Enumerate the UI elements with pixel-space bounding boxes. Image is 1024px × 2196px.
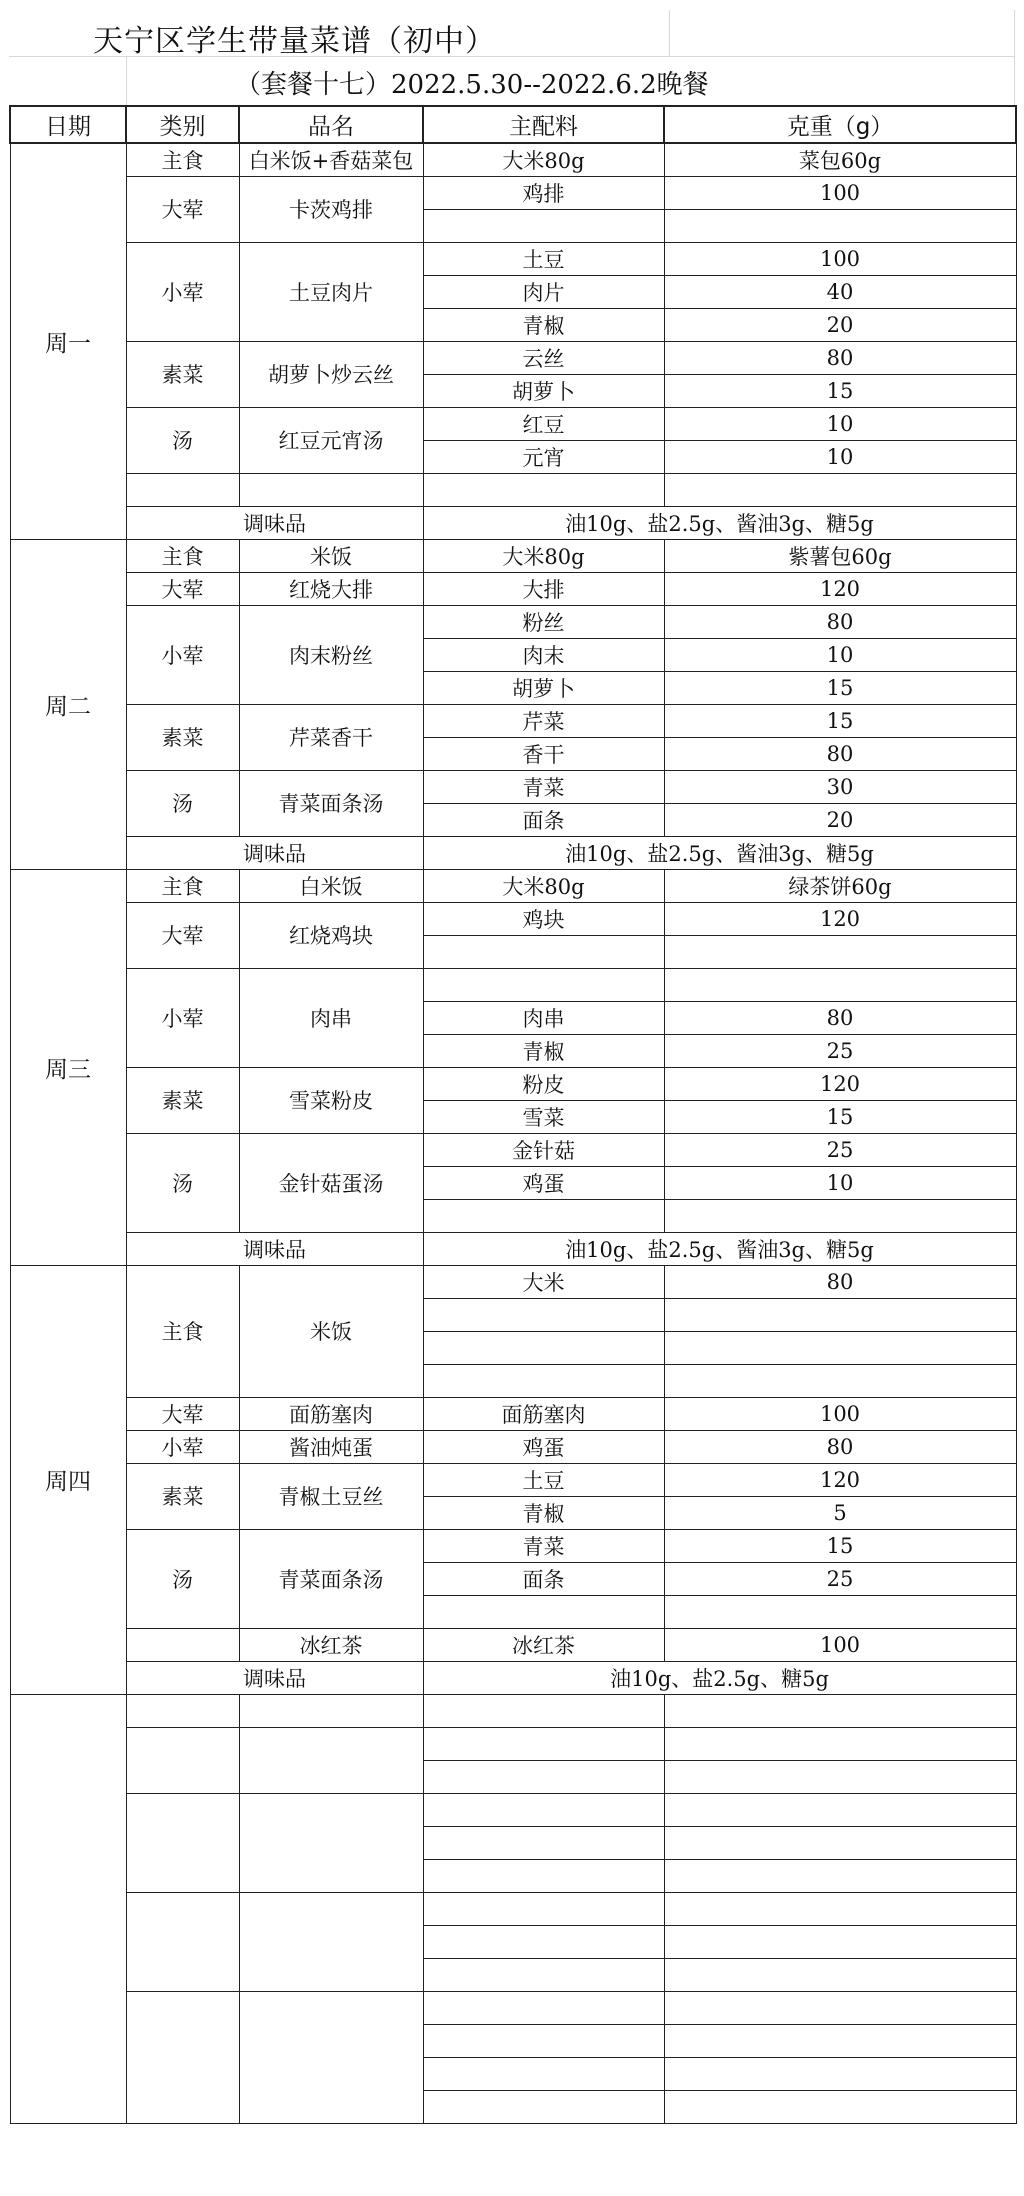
- dish-cell: 金针菇蛋汤: [239, 1133, 423, 1232]
- category-cell: 汤: [126, 770, 239, 836]
- category-cell: 小荤: [126, 605, 239, 704]
- weight-cell: 100: [664, 242, 1016, 275]
- seasoning-value: 油10g、盐2.5g、酱油3g、糖5g: [423, 506, 1016, 539]
- table-row: [10, 968, 1016, 1001]
- ingredient-cell: 大米80g: [423, 539, 664, 572]
- dish-cell: 土豆肉片: [239, 242, 423, 341]
- seasoning-label: 调味品: [126, 1232, 423, 1265]
- dish-cell: 米饭: [239, 1265, 423, 1397]
- dish-cell: 酱油炖蛋: [239, 1430, 423, 1463]
- dish-cell: 肉串: [239, 968, 423, 1067]
- header-row: [10, 106, 1016, 143]
- dish-cell: 白米饭: [239, 869, 423, 902]
- weight-cell: 80: [664, 341, 1016, 374]
- weight-cell: 100: [664, 1628, 1016, 1661]
- dish-cell: 肉末粉丝: [239, 605, 423, 704]
- ingredient-cell: 面筋塞肉: [423, 1397, 664, 1430]
- category-cell: 汤: [126, 1133, 239, 1232]
- weight-cell: 120: [664, 902, 1016, 935]
- table-row: [10, 1892, 1016, 1925]
- weight-cell: 80: [664, 605, 1016, 638]
- dish-cell: 胡萝卜炒云丝: [239, 341, 423, 407]
- ingredient-cell: 胡萝卜: [423, 374, 664, 407]
- ingredient-cell: 雪菜: [423, 1100, 664, 1133]
- weight-cell: 80: [664, 1265, 1016, 1298]
- table-row: [10, 506, 1016, 539]
- blank-day-cell: [10, 1694, 126, 2123]
- weight-cell: 15: [664, 1529, 1016, 1562]
- ingredient-cell: 青椒: [423, 1496, 664, 1529]
- category-cell: 素菜: [126, 1463, 239, 1529]
- day-label-tue: 周二: [10, 539, 126, 869]
- ingredient-cell: 鸡块: [423, 902, 664, 935]
- page-subtitle: （套餐十七）2022.5.30--2022.6.2晚餐: [235, 70, 709, 100]
- weight-cell: 20: [664, 803, 1016, 836]
- table-row: [10, 704, 1016, 737]
- table-row: [10, 902, 1016, 935]
- category-cell: 小荤: [126, 242, 239, 341]
- seasoning-label: 调味品: [126, 836, 423, 869]
- dish-cell: 青菜面条汤: [239, 770, 423, 836]
- ingredient-cell: 鸡蛋: [423, 1430, 664, 1463]
- weight-cell: 25: [664, 1034, 1016, 1067]
- dish-cell: 白米饭+香菇菜包: [239, 143, 423, 176]
- ingredient-cell: 大米80g: [423, 143, 664, 176]
- table-row: [10, 869, 1016, 902]
- category-cell: 大荤: [126, 1397, 239, 1430]
- seasoning-value: 油10g、盐2.5g、酱油3g、糖5g: [423, 1232, 1016, 1265]
- table-row: [10, 1529, 1016, 1562]
- table-row: [10, 1463, 1016, 1496]
- weight-cell: 15: [664, 374, 1016, 407]
- ingredient-cell: 香干: [423, 737, 664, 770]
- subtitle-row: [9, 57, 1015, 105]
- category-cell: 汤: [126, 407, 239, 473]
- header-date: 日期: [10, 106, 126, 143]
- table-row: [10, 605, 1016, 638]
- dish-cell: 冰红茶: [239, 1628, 423, 1661]
- dish-cell: 雪菜粉皮: [239, 1067, 423, 1133]
- category-cell: 素菜: [126, 704, 239, 770]
- header-category: 类别: [126, 106, 239, 143]
- ingredient-cell: 青菜: [423, 770, 664, 803]
- ingredient-cell: 土豆: [423, 1463, 664, 1496]
- header-dish: 品名: [239, 106, 423, 143]
- weight-cell: 20: [664, 308, 1016, 341]
- category-cell: 小荤: [126, 968, 239, 1067]
- table-row: [10, 1793, 1016, 1826]
- table-row: [10, 1397, 1016, 1430]
- dish-cell: 米饭: [239, 539, 423, 572]
- ingredient-cell: 冰红茶: [423, 1628, 664, 1661]
- weight-cell: 紫薯包60g: [664, 539, 1016, 572]
- day-label-thu: 周四: [10, 1265, 126, 1694]
- table-row: [10, 1430, 1016, 1463]
- ingredient-cell: 胡萝卜: [423, 671, 664, 704]
- dish-cell: 卡茨鸡排: [239, 176, 423, 242]
- table-row: [10, 539, 1016, 572]
- ingredient-cell: 金针菇: [423, 1133, 664, 1166]
- category-cell: 主食: [126, 869, 239, 902]
- table-row: [10, 1232, 1016, 1265]
- page-title: 天宁区学生带量菜谱（初中）: [93, 24, 496, 59]
- weight-cell: 80: [664, 1430, 1016, 1463]
- table-row: [10, 1991, 1016, 2024]
- table-row: [10, 341, 1016, 374]
- ingredient-cell: 芹菜: [423, 704, 664, 737]
- table-row: [10, 770, 1016, 803]
- ingredient-cell: 面条: [423, 1562, 664, 1595]
- weight-cell: 25: [664, 1562, 1016, 1595]
- table-row: [10, 1661, 1016, 1694]
- weight-cell: 100: [664, 1397, 1016, 1430]
- ingredient-cell: 元宵: [423, 440, 664, 473]
- ingredient-cell: 青菜: [423, 1529, 664, 1562]
- dish-cell: 红烧鸡块: [239, 902, 423, 968]
- ingredient-cell: 肉末: [423, 638, 664, 671]
- weight-cell: 5: [664, 1496, 1016, 1529]
- table-row: [10, 143, 1016, 176]
- ingredient-cell: 面条: [423, 803, 664, 836]
- ingredient-cell: 红豆: [423, 407, 664, 440]
- table-row: [10, 1133, 1016, 1166]
- seasoning-label: 调味品: [126, 506, 423, 539]
- dish-cell: 红豆元宵汤: [239, 407, 423, 473]
- seasoning-value: 油10g、盐2.5g、酱油3g、糖5g: [423, 836, 1016, 869]
- table-row: [10, 473, 1016, 506]
- weight-cell: 菜包60g: [664, 143, 1016, 176]
- ingredient-cell: 大排: [423, 572, 664, 605]
- category-cell: 素菜: [126, 1067, 239, 1133]
- weight-cell: 120: [664, 572, 1016, 605]
- dish-cell: 芹菜香干: [239, 704, 423, 770]
- weight-cell: 30: [664, 770, 1016, 803]
- table-row: [10, 407, 1016, 440]
- category-cell: 主食: [126, 143, 239, 176]
- header-ingredient: 主配料: [423, 106, 664, 143]
- ingredient-cell: 青椒: [423, 1034, 664, 1067]
- weight-cell: 10: [664, 1166, 1016, 1199]
- category-cell: 素菜: [126, 341, 239, 407]
- ingredient-cell: 土豆: [423, 242, 664, 275]
- ingredient-cell: 肉串: [423, 1001, 664, 1034]
- menu-sheet: [9, 10, 1015, 2124]
- dish-cell: 面筋塞肉: [239, 1397, 423, 1430]
- weight-cell: 15: [664, 671, 1016, 704]
- weight-cell: 15: [664, 1100, 1016, 1133]
- category-cell: 大荤: [126, 176, 239, 242]
- title-row: [9, 10, 1015, 57]
- weight-cell: 10: [664, 407, 1016, 440]
- table-row: [10, 1265, 1016, 1298]
- table-row: [10, 1067, 1016, 1100]
- dish-cell: 青菜面条汤: [239, 1529, 423, 1628]
- weight-cell: 15: [664, 704, 1016, 737]
- category-cell: 小荤: [126, 1430, 239, 1463]
- day-label-wed: 周三: [10, 869, 126, 1265]
- weight-cell: 120: [664, 1067, 1016, 1100]
- table-row: [10, 1727, 1016, 1760]
- weight-cell: 绿茶饼60g: [664, 869, 1016, 902]
- weight-cell: 120: [664, 1463, 1016, 1496]
- table-row: [10, 1694, 1016, 1727]
- category-cell: 主食: [126, 1265, 239, 1397]
- header-weight: 克重（g）: [664, 106, 1016, 143]
- ingredient-cell: 鸡蛋: [423, 1166, 664, 1199]
- weight-cell: 80: [664, 1001, 1016, 1034]
- weight-cell: 40: [664, 275, 1016, 308]
- dish-cell: 红烧大排: [239, 572, 423, 605]
- table-row: [10, 242, 1016, 275]
- ingredient-cell: 粉丝: [423, 605, 664, 638]
- weight-cell: 10: [664, 638, 1016, 671]
- table-row: [10, 836, 1016, 869]
- category-cell: 主食: [126, 539, 239, 572]
- ingredient-cell: 大米: [423, 1265, 664, 1298]
- ingredient-cell: 粉皮: [423, 1067, 664, 1100]
- category-cell: 大荤: [126, 572, 239, 605]
- ingredient-cell: 大米80g: [423, 869, 664, 902]
- ingredient-cell: 云丝: [423, 341, 664, 374]
- table-row: [10, 176, 1016, 209]
- category-cell: 汤: [126, 1529, 239, 1628]
- seasoning-label: 调味品: [126, 1661, 423, 1694]
- menu-table: [9, 105, 1017, 2124]
- weight-cell: 100: [664, 176, 1016, 209]
- ingredient-cell: 肉片: [423, 275, 664, 308]
- weight-cell: 10: [664, 440, 1016, 473]
- table-row: [10, 1628, 1016, 1661]
- ingredient-cell: 青椒: [423, 308, 664, 341]
- category-cell: 大荤: [126, 902, 239, 968]
- seasoning-value: 油10g、盐2.5g、糖5g: [423, 1661, 1016, 1694]
- dish-cell: 青椒土豆丝: [239, 1463, 423, 1529]
- weight-cell: 25: [664, 1133, 1016, 1166]
- weight-cell: 80: [664, 737, 1016, 770]
- ingredient-cell: 鸡排: [423, 176, 664, 209]
- day-label-mon: 周一: [10, 143, 126, 539]
- table-row: [10, 572, 1016, 605]
